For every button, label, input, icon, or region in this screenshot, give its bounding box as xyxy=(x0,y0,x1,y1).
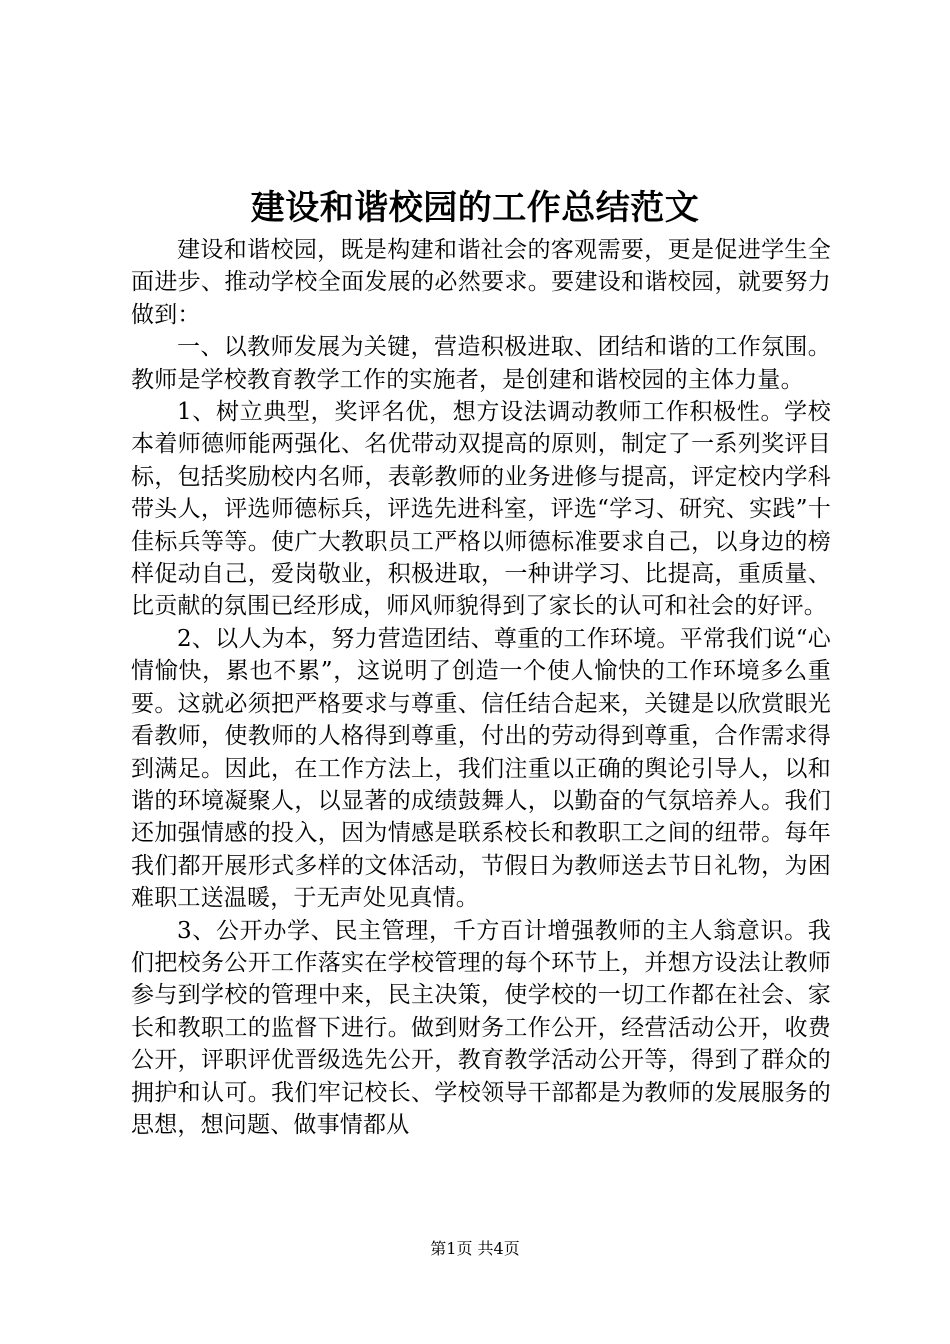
document-title: 建设和谐校园的工作总结范文 xyxy=(250,188,700,228)
paragraph-item-3: 3、公开办学、民主管理，千方百计增强教师的主人翁意识。我们把校务公开工作落实在学校管理的每个环节上，并想方设法让教师参与到学校的管理中来，民主决策，使学校的一切工作都在社会、家长和教职工的监督下进行。做到财务工作公开，经营活动公开，收费公开，评职评优晋级选先公开，教育教学活动公开等，得到了群众的拥护和认可。我们牢记校长、学校领导干部都是为教师的发展服务的思想，想问题、做事情都从 xyxy=(131,917,831,1138)
paragraph-section-one: 一、以教师发展为关键，营造积极进取、团结和谐的工作氛围。教师是学校教育教学工作的实施者，是创建和谐校园的主体力量。 xyxy=(131,334,831,393)
document-body xyxy=(131,234,831,1141)
paragraph-item-1: 1、树立典型，奖评名优，想方设法调动教师工作积极性。学校本着师德师能两强化、名优带动双提高的原则，制定了一系列奖评目标，包括奖励校内名师，表彰教师的业务进修与提高，评定校内学科带头人，评选师德标兵，评选先进科室，评选“学习、研究、实践”十佳标兵等等。使广大教职员工严格以师德标准要求自己，以身边的榜样促动自己，爱岗敬业，积极进取，一种讲学习、比提高，重质量、比贡献的氛围已经形成，师风师貌得到了家长的认可和社会的好评。 xyxy=(131,399,831,620)
paragraph-item-2: 2、以人为本，努力营造团结、尊重的工作环境。平常我们说“心情愉快，累也不累”，这说明了创造一个使人愉快的工作环境多么重要。这就必须把严格要求与尊重、信任结合起来，关键是以欣赏眼光看教师，使教师的人格得到尊重，付出的劳动得到尊重，合作需求得到满足。因此，在工作方法上，我们注重以正确的舆论引导人，以和谐的环境凝聚人，以显著的成绩鼓舞人，以勤奋的气氛培养人。我们还加强情感的投入，因为情感是联系校长和教职工之间的纽带。每年我们都开展形式多样的文体活动，节假日为教师送去节日礼物，为困难职工送温暖，于无声处见真情。 xyxy=(131,625,831,912)
page-number-footer: 第1页 共4页 xyxy=(430,1239,520,1258)
paragraph-intro: 建设和谐校园，既是构建和谐社会的客观需要，更是促进学生全面进步、推动学校全面发展的必然要求。要建设和谐校园，就要努力做到： xyxy=(131,237,831,328)
